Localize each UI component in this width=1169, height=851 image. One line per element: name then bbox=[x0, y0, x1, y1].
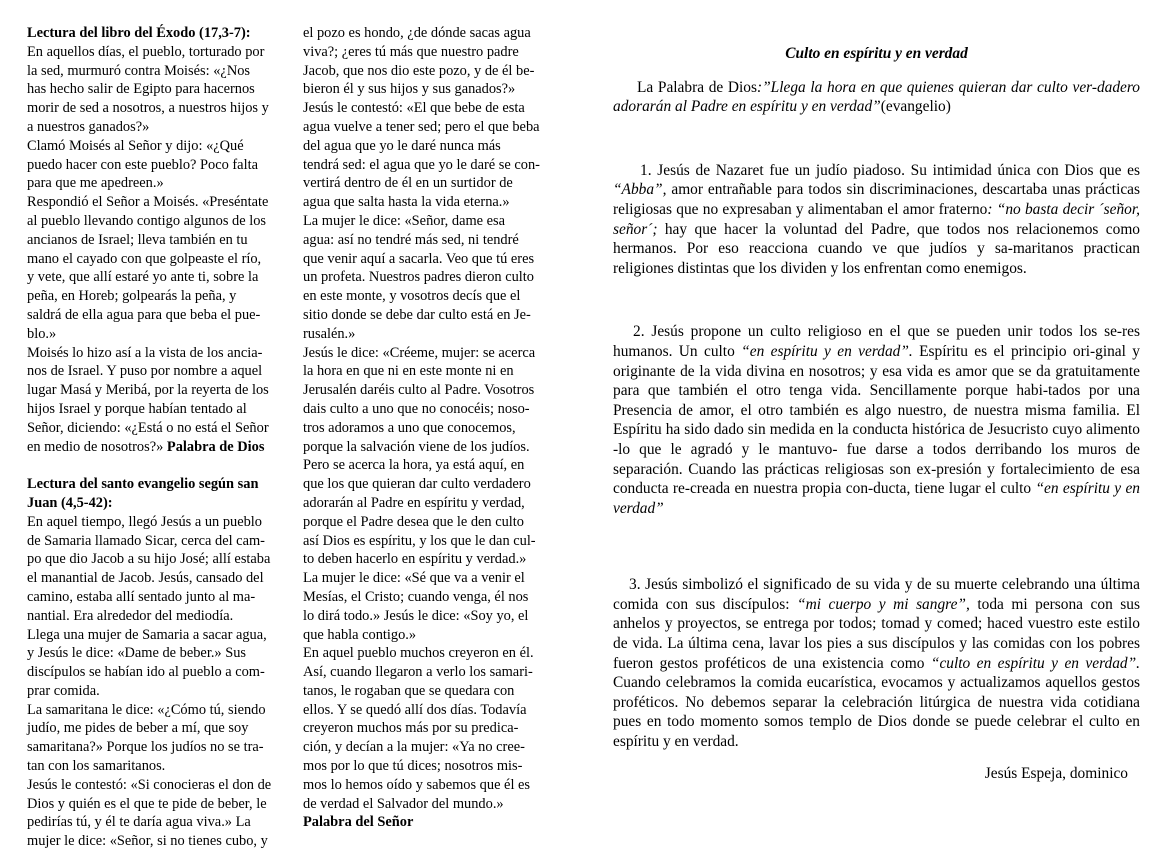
text-line: adorarán al Padre en espíritu y verdad, bbox=[303, 494, 525, 511]
text-line: agua que salta hasta la vida eterna.» bbox=[303, 194, 510, 211]
text-line: porque la salvación viene de los judíos. bbox=[303, 438, 530, 455]
intro-quote: :”Llega la hora en que quienes quieran dar culto ver-dadero adorarán al Padre en espíritu y en verdad” bbox=[613, 78, 1140, 116]
commentary-column bbox=[613, 44, 1140, 783]
spacer bbox=[27, 456, 286, 475]
text-line: ción, y decían a la mujer: «Ya no cree- bbox=[303, 739, 525, 756]
text-line: Jesús le contestó: «Si conocieras el don de bbox=[27, 776, 272, 793]
p3-text: Cuando celebramos la comida eucarística, evocamos y actualizamos aquellos gestos proféticos. No debemos separar la celebración litúrgica de nuestra vida cotidiana pues en todo momento somos templo de Dios donde se puede celebrar el culto en espíritu y en verdad. bbox=[613, 674, 1140, 751]
text-line: el manantial de Jacob. Jesús, cansado del bbox=[27, 570, 264, 587]
text-line: nos de Israel. Y puso por nombre a aquel bbox=[27, 363, 263, 380]
text-line: mos por lo que tú dices; nosotros mis- bbox=[303, 758, 523, 775]
text-line: tros adoramos a uno que conocemos, bbox=[303, 419, 516, 436]
text-line: has hecho salir de Egipto para hacernos bbox=[27, 81, 255, 98]
p2-text: Espíritu es el principio ori-ginal y originante de la vida divina en nosotros; y esa vida es amor que se da gratuitamente para que también el otro tenga vida. Sencillamente porque habi-tados por una Presencia de amor, el otro también es algo nuestro, de nuestra misma familia. El Espíritu ha sido dado sin medida en la conducta histórica de Jesucristo cuyo alimento -lo que le agradó y le mantuvo- fue darse a todos derribando los muros de separación. Cuando las prácticas religiosas son ex-presión y fortalecimiento de esa conducta re-creada en nuestra propia con-ducta, tiene lugar el culto bbox=[613, 342, 1140, 498]
text-line: para que me apedreen.» bbox=[27, 175, 164, 192]
text-line: Jesús le dice: «Créeme, mujer: se acerca bbox=[303, 344, 536, 361]
text-line: pedirías tú, y él te daría agua viva.» La bbox=[27, 814, 251, 831]
text-line: mujer le dice: «Señor, si no tienes cubo, y bbox=[27, 833, 268, 850]
text-line: En aquel pueblo muchos creyeron en él. bbox=[303, 645, 534, 662]
text-line: La samaritana le dice: «¿Cómo tú, siendo bbox=[27, 701, 266, 718]
text-line: rusalén.» bbox=[303, 325, 356, 342]
text-line: en este monte, y vosotros decís que el bbox=[303, 288, 521, 305]
text-line: prar comida. bbox=[27, 682, 100, 699]
gospel-reading-heading bbox=[27, 475, 286, 513]
gospel-continuation-text bbox=[303, 24, 552, 832]
text-line: mos lo hemos oído y sabemos que él es bbox=[303, 776, 531, 793]
exodo-last-line: en medio de nosotros?» bbox=[27, 438, 164, 455]
text-line: Jacob, que nos dio este pozo, y de él be- bbox=[303, 62, 535, 79]
text-line: La mujer le dice: «Sé que va a venir el bbox=[303, 570, 525, 587]
text-line: nantial. Era alrededor del mediodía. bbox=[27, 607, 234, 624]
text-line: Pero se acerca la hora, ya está aquí, en bbox=[303, 457, 525, 474]
text-line bbox=[27, 438, 286, 457]
text-line: agua vuelve a tener sed; pero el que beba bbox=[303, 118, 540, 135]
text-line: samaritana?» Porque los judíos no se tra- bbox=[27, 739, 264, 756]
p3-text: 3. Jesús simbolizó el significado de su vida y de su muerte celebrando una última comida con sus discípulos: bbox=[613, 576, 1140, 613]
text-line: Señor, diciendo: «¿Está o no está el Señor bbox=[27, 419, 269, 436]
text-line: el pozo es hondo, ¿de dónde sacas agua bbox=[303, 25, 531, 41]
text-line: judío, me pides de beber a mí, que soy bbox=[27, 720, 249, 737]
text-line: la hora en que ni en este monte ni en bbox=[303, 363, 514, 380]
gospel-closing: Palabra del Señor bbox=[303, 814, 414, 831]
text-line: Dios y quién es el que te pide de beber, le bbox=[27, 795, 267, 812]
exodo-and-gospel-column bbox=[27, 24, 286, 851]
text-line: ancianos de Israel; lleva también en tu bbox=[27, 231, 248, 248]
text-line: hijos Israel y porque habían tentado al bbox=[27, 400, 247, 417]
text-line: blo.» bbox=[27, 325, 57, 342]
text-line: y vete, que allí estaré yo ante ti, sobre la bbox=[27, 269, 259, 286]
text-line: saldrá de ella agua para que beba el pue- bbox=[27, 306, 261, 323]
text-line: al pueblo llevando contigo algunos de los bbox=[27, 212, 266, 229]
gospel-continuation-column bbox=[303, 24, 552, 832]
text-line: tan con los samaritanos. bbox=[27, 758, 166, 775]
p3-quote: “culto en espíritu y en verdad”. bbox=[930, 654, 1141, 672]
text-line: Respondió el Señor a Moisés. «Preséntate bbox=[27, 194, 269, 211]
text-line: Mesías, el Cristo; cuando venga, él nos bbox=[303, 588, 529, 605]
text-line: bieron él y sus hijos y sus ganados?» bbox=[303, 81, 516, 98]
text-line: puedo hacer con este pueblo? Poco falta bbox=[27, 156, 258, 173]
text-line: Moisés lo hizo así a la vista de los ancia- bbox=[27, 344, 263, 361]
exodo-closing: Palabra de Dios bbox=[166, 438, 265, 455]
text-line: agua: así no tendré más sed, ni tendré bbox=[303, 231, 519, 248]
author-signature: Jesús Espeja, dominico bbox=[984, 764, 1128, 782]
p2-text: 2. Jesús propone un culto religioso en el que se pueden unir todos los se-res humanos. Un culto bbox=[613, 323, 1140, 360]
gospel-reading-text bbox=[27, 513, 286, 851]
text-line: a nuestros ganados?» bbox=[27, 118, 150, 135]
text-line: morir de sed a nosotros, a nuestros hijos y bbox=[27, 100, 269, 117]
p3-text: toda mi persona con sus anhelos y proyectos, se entrega por todos; tomad y comed; haced vuestro este estilo de vida. La última cena, lavar los pies a sus discípulos y las comidas con los pobres fueron gestos proféticos de una existencia como bbox=[613, 595, 1140, 672]
text-line: vertirá dentro de él en un surtidor de bbox=[303, 175, 513, 192]
text-line: que venir aquí a sacarla. Veo que tú eres bbox=[303, 250, 535, 267]
text-line: que habla contigo.» bbox=[303, 626, 417, 643]
commentary-point-2 bbox=[613, 322, 1140, 518]
text-line: porque el Padre desea que le den culto bbox=[303, 513, 524, 530]
text-line: del agua que yo le daré nunca más bbox=[303, 137, 501, 154]
heading-line: Lectura del santo evangelio según san bbox=[27, 476, 259, 493]
text-line: la sed, murmuró contra Moisés: «¿Nos bbox=[27, 62, 251, 79]
p2-quote: “en espíritu y en verdad” bbox=[613, 480, 1140, 517]
p1-text: amor entrañable para todos sin discriminaciones, descartaba unas prácticas religiosas que no expresaban y alimentaban el amor fraterno bbox=[613, 181, 1140, 218]
p1-text: 1. Jesús de Nazaret fue un judío piadoso. Su intimidad única con Dios que es bbox=[640, 161, 1140, 179]
text-line: En aquel tiempo, llegó Jesús a un pueblo bbox=[27, 513, 263, 530]
text-line: La mujer le dice: «Señor, dame esa bbox=[303, 212, 506, 229]
text-line: tanos, le rogaban que se quedara con bbox=[303, 682, 515, 699]
intro-prefix: La Palabra de Dios bbox=[637, 78, 757, 96]
text-line: camino, estaba allí sentado junto al ma- bbox=[27, 588, 256, 605]
text-line: dais culto a uno que no conocéis; noso- bbox=[303, 400, 530, 417]
text-line: Jesús le contestó: «El que bebe de esta bbox=[303, 100, 525, 117]
text-line: Llega una mujer de Samaria a sacar agua, bbox=[27, 626, 267, 643]
text-line: sitio donde se debe dar culto está en Je- bbox=[303, 306, 531, 323]
text-line: Clamó Moisés al Señor y dijo: «¿Qué bbox=[27, 137, 244, 154]
text-line: Así, cuando llegaron a verlo los samari- bbox=[303, 664, 533, 681]
commentary-intro bbox=[613, 78, 1140, 117]
p1-quote: : “no basta decir ´señor, señor´; bbox=[613, 200, 1140, 238]
text-line: lugar Masá y Meribá, por la reyerta de los bbox=[27, 382, 269, 399]
text-line: de verdad el Salvador del mundo.» bbox=[303, 795, 504, 812]
commentary-point-1 bbox=[613, 161, 1140, 279]
commentary-title: Culto en espíritu y en verdad bbox=[785, 45, 968, 62]
text-line: discípulos se habían ido al pueblo a com- bbox=[27, 664, 265, 681]
text-line: así Dios es espíritu, y los que le dan cul- bbox=[303, 532, 536, 549]
text-line: de Samaria llamado Sicar, cerca del cam- bbox=[27, 532, 265, 549]
intro-suffix: (evangelio) bbox=[880, 98, 951, 116]
p1-quote-abba: “Abba”, bbox=[613, 181, 667, 199]
exodo-reading-text bbox=[27, 43, 286, 457]
commentary-point-3 bbox=[613, 575, 1140, 751]
text-line: y Jesús le dice: «Dame de beber.» Sus bbox=[27, 645, 247, 662]
p3-quote: “mi cuerpo y mi sangre”, bbox=[797, 595, 970, 613]
text-line: tendrá sed: el agua que yo le daré se con- bbox=[303, 156, 540, 173]
text-line: un profeta. Nuestros padres dieron culto bbox=[303, 269, 534, 286]
text-line: peña, en Horeb; golpearás la peña, y bbox=[27, 288, 237, 305]
text-line: ellos. Y se quedó allí dos días. Todavía bbox=[303, 701, 527, 718]
text-line: po que dio Jacob a su hijo José; allí estaba bbox=[27, 551, 271, 568]
text-line: to deben hacerlo en espíritu y verdad.» bbox=[303, 551, 527, 568]
text-line: viva?; ¿eres tú más que nuestro padre bbox=[303, 43, 519, 60]
p1-text: hay que hacer la voluntad del Padre, que todos nos relacionemos como hermanos. Por eso reacciona cuando ve que judíos y sa-maritanos practican religiones distintas que los dividen y los enfrentan como enemigos. bbox=[613, 220, 1140, 277]
heading-line: Juan (4,5-42): bbox=[27, 494, 113, 511]
text-line: mano el cayado con que golpeaste el río, bbox=[27, 250, 262, 267]
text-line: Jerusalén daréis culto al Padre. Vosotros bbox=[303, 382, 535, 399]
p2-quote: “en espíritu y en verdad”. bbox=[741, 342, 913, 360]
text-line: lo dirá todo.» Jesús le dice: «Soy yo, el bbox=[303, 607, 529, 624]
text-line: que los que quieran dar culto verdadero bbox=[303, 476, 531, 493]
exodo-reading-heading: Lectura del libro del Éxodo (17,3-7): bbox=[27, 25, 251, 41]
text-line: creyeron muchos más por su predica- bbox=[303, 720, 519, 737]
text-line: En aquellos días, el pueblo, torturado por bbox=[27, 43, 265, 60]
